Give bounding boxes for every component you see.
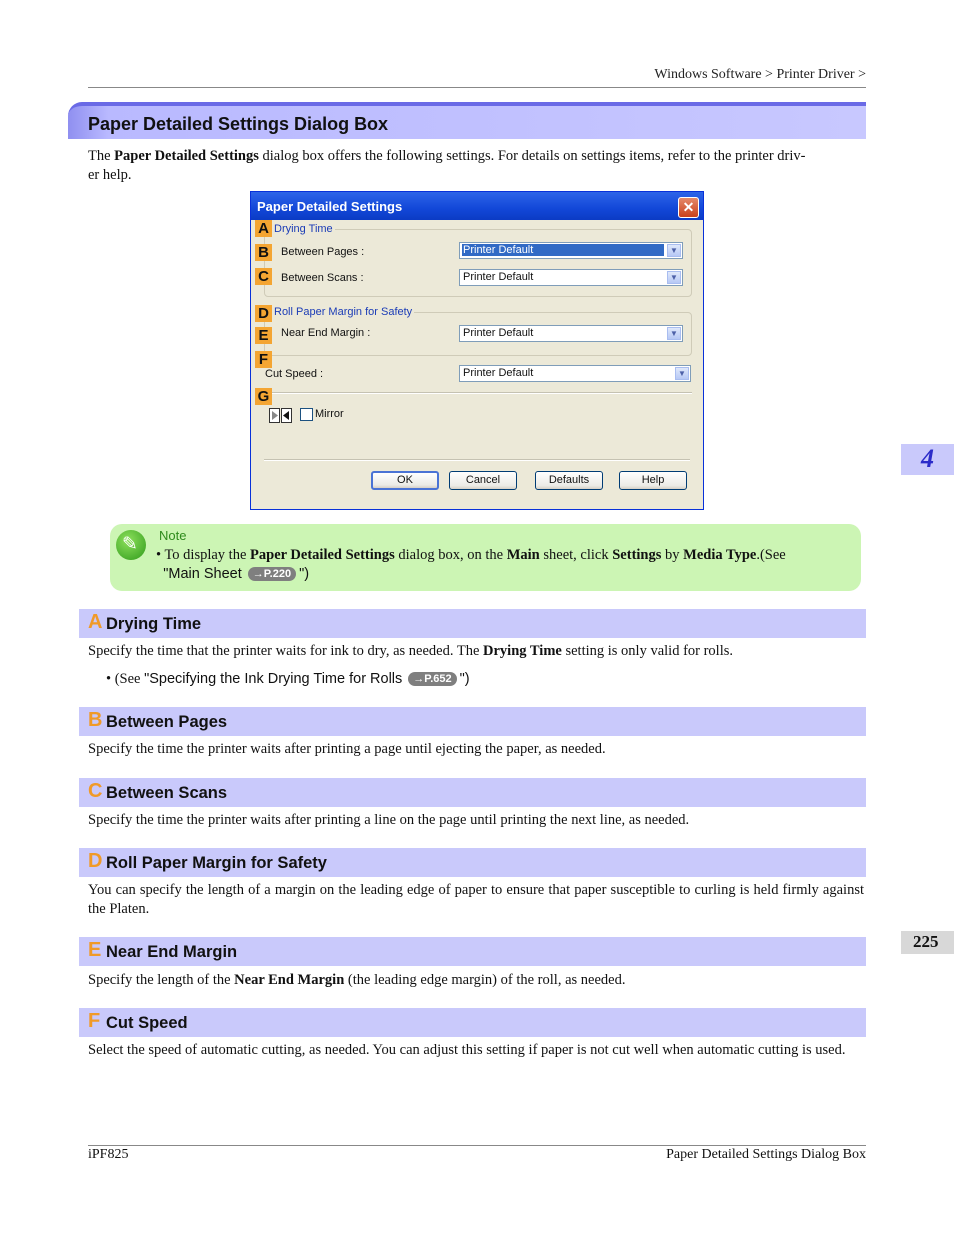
- section-letter: E: [88, 939, 102, 961]
- header-rule: [88, 87, 866, 88]
- page-number: 225: [913, 932, 939, 951]
- note-label: Note: [159, 528, 187, 543]
- page-ref-badge[interactable]: →P.652: [408, 672, 456, 686]
- callout-letter-a: A: [255, 220, 272, 237]
- footer-rule: [88, 1145, 866, 1146]
- roll-margin-group-label: Roll Paper Margin for Safety: [274, 306, 413, 318]
- intro-text-end: er help.: [88, 167, 132, 183]
- intro-text-cont: dialog box offers the following settings. For details on settings items, refer to the printer driv-: [258, 148, 806, 164]
- close-icon[interactable]: ✕: [678, 197, 699, 218]
- note-box: [110, 524, 861, 591]
- section-heading-between-pages: [79, 707, 866, 736]
- between-scans-select[interactable]: [459, 269, 683, 286]
- paragraph-bold: Near End Margin: [234, 972, 345, 988]
- note-text: [156, 546, 856, 584]
- section-title: Near End Margin: [106, 943, 238, 961]
- page-title: Paper Detailed Settings Dialog Box: [88, 114, 389, 134]
- note-text-part: by: [661, 547, 684, 563]
- bullet: •: [106, 671, 112, 687]
- note-text-part: .(See: [756, 547, 786, 563]
- paragraph-text: Specify the length of the: [88, 972, 235, 988]
- note-close: "): [299, 566, 310, 582]
- cancel-button[interactable]: Cancel: [449, 471, 517, 490]
- section-heading-roll-margin: [79, 848, 866, 877]
- callout-letter-g: G: [255, 388, 272, 405]
- cut-speed-paragraph: Select the speed of automatic cutting, as needed. You can adjust this setting if paper is not cut well when automatic cutting is used.: [88, 1042, 846, 1058]
- page-ref-badge[interactable]: →P.220: [248, 567, 296, 581]
- footer-model: iPF825: [88, 1147, 129, 1162]
- breadcrumb: Windows Software > Printer Driver >: [654, 67, 866, 82]
- paper-detailed-settings-dialog: [250, 191, 704, 510]
- ok-button[interactable]: OK: [371, 471, 439, 490]
- section-letter: C: [88, 780, 103, 802]
- between-scans-value: Printer Default: [463, 271, 534, 283]
- note-bold: Media Type: [683, 547, 757, 563]
- page-number-box: [901, 931, 954, 954]
- paragraph-text: Specify the time that the printer waits for ink to dry, as needed. The: [88, 643, 484, 659]
- main-heading-band: [68, 102, 866, 139]
- note-bold: Main: [506, 547, 540, 563]
- note-bold: Paper Detailed Settings: [250, 547, 395, 563]
- callout-letter-c: C: [255, 268, 272, 285]
- paragraph-bold: Drying Time: [483, 643, 562, 659]
- section-title: Drying Time: [106, 615, 202, 633]
- near-end-margin-select[interactable]: [459, 325, 683, 342]
- drying-time-paragraph: [88, 642, 864, 661]
- between-scans-label: Between Scans :: [281, 272, 364, 284]
- section-letter: A: [88, 611, 103, 633]
- ink-drying-link[interactable]: "Specifying the Ink Drying Time for Rolls: [144, 671, 403, 687]
- drying-time-group-label: Drying Time: [274, 223, 333, 235]
- callout-letter-f: F: [255, 351, 272, 368]
- section-title: Cut Speed: [106, 1014, 188, 1032]
- callout-letter-b: B: [255, 244, 272, 261]
- callout-letter-d: D: [255, 305, 272, 322]
- note-text-part: To display the: [164, 547, 251, 563]
- footer-title: Paper Detailed Settings Dialog Box: [666, 1147, 866, 1162]
- see-text: (See: [114, 671, 145, 687]
- section-heading-cut-speed: [79, 1008, 866, 1037]
- mirror-icon: [269, 406, 293, 424]
- chevron-down-icon[interactable]: ▼: [667, 244, 681, 257]
- section-heading-near-end-margin: [79, 937, 866, 966]
- section-letter: D: [88, 850, 103, 872]
- help-button[interactable]: Help: [619, 471, 687, 490]
- separator: [264, 459, 690, 461]
- intro-paragraph: [88, 147, 864, 185]
- note-text-part: sheet, click: [539, 547, 613, 563]
- chevron-down-icon[interactable]: ▼: [667, 271, 681, 284]
- paragraph-text: (the leading edge margin) of the roll, as needed.: [344, 972, 626, 988]
- between-scans-paragraph: Specify the time the printer waits after printing a line on the page until printing the next line, as needed.: [88, 812, 690, 828]
- section-letter: F: [88, 1010, 101, 1032]
- mirror-checkbox[interactable]: [300, 408, 313, 421]
- section-letter: B: [88, 709, 103, 731]
- section-title: Roll Paper Margin for Safety: [106, 854, 327, 872]
- chevron-down-icon[interactable]: ▼: [675, 367, 689, 380]
- note-text-part: dialog box, on the: [394, 547, 507, 563]
- callout-letter-e: E: [255, 327, 272, 344]
- near-end-margin-value: Printer Default: [463, 327, 534, 339]
- main-sheet-link[interactable]: "Main Sheet: [163, 566, 242, 582]
- note-bold: Settings: [612, 547, 662, 563]
- between-pages-value: Printer Default: [462, 244, 664, 256]
- paragraph-text: setting is only valid for rolls.: [561, 643, 734, 659]
- dialog-title-bar: [251, 192, 703, 220]
- section-title: Between Pages: [106, 713, 228, 731]
- pencil-icon: ✎: [116, 530, 146, 560]
- dialog-body: [253, 220, 701, 507]
- intro-bold: Paper Detailed Settings: [114, 148, 259, 164]
- near-end-margin-paragraph: [88, 971, 864, 990]
- defaults-button[interactable]: Defaults: [535, 471, 603, 490]
- separator: [264, 392, 692, 394]
- intro-text: The: [88, 148, 115, 164]
- cut-speed-select[interactable]: [459, 365, 691, 382]
- drying-time-see-item: [106, 670, 806, 689]
- see-close: "): [459, 671, 470, 687]
- section-title: Between Scans: [106, 784, 228, 802]
- cut-speed-value: Printer Default: [463, 367, 534, 379]
- near-end-margin-label: Near End Margin :: [281, 327, 371, 339]
- drying-time-group: [264, 229, 692, 297]
- section-heading-drying-time: [79, 609, 866, 638]
- cut-speed-label: Cut Speed :: [265, 368, 324, 380]
- chapter-tab[interactable]: [901, 444, 954, 475]
- section-heading-between-scans: [79, 778, 866, 807]
- dialog-title: Paper Detailed Settings: [257, 199, 403, 214]
- mirror-label: Mirror: [315, 408, 344, 420]
- between-pages-paragraph: Specify the time the printer waits after printing a page until ejecting the paper, as needed.: [88, 741, 606, 757]
- chapter-number: 4: [921, 444, 934, 473]
- between-pages-select[interactable]: [459, 242, 683, 259]
- chevron-down-icon[interactable]: ▼: [667, 327, 681, 340]
- roll-margin-paragraph: You can specify the length of a margin on the leading edge of paper to ensure that paper susceptible to curling is held firmly against the Platen.: [88, 882, 864, 917]
- between-pages-label: Between Pages :: [281, 246, 365, 258]
- bullet: •: [156, 547, 162, 563]
